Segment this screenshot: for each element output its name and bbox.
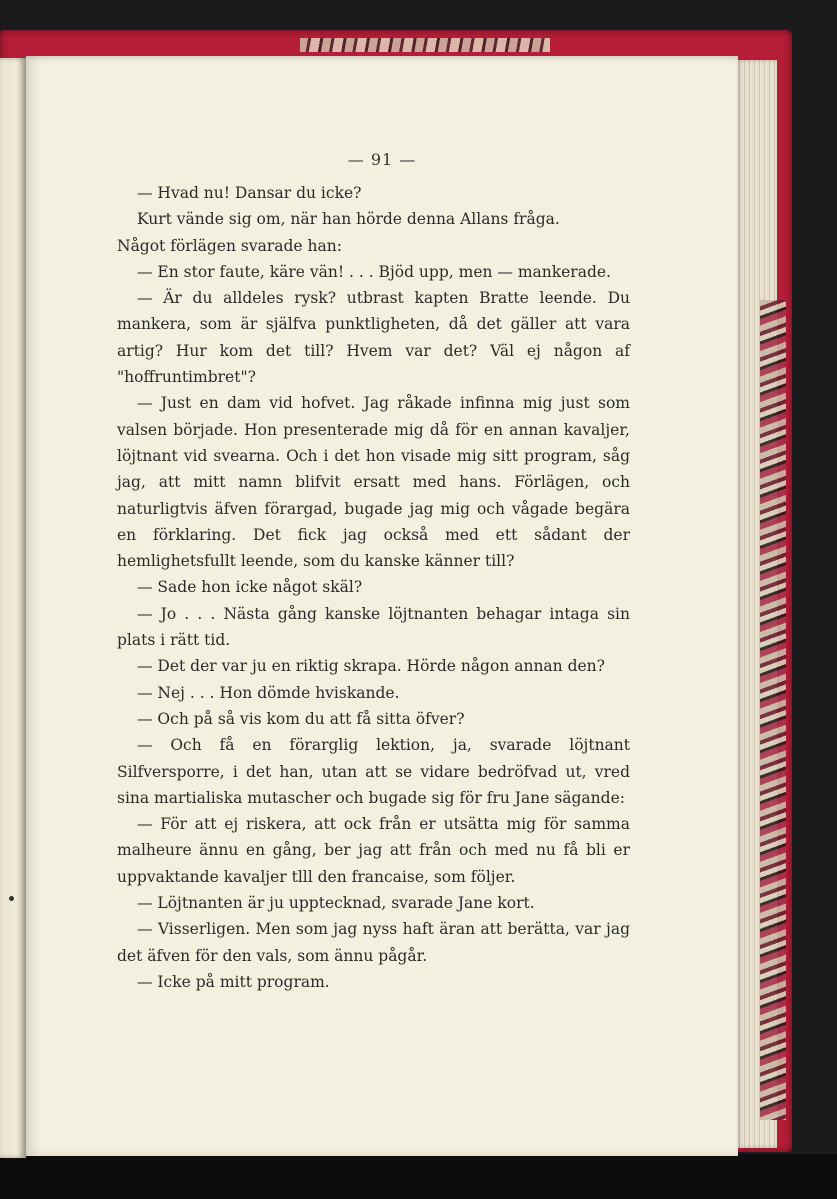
background <box>0 1154 837 1199</box>
paragraph: — Just en dam vid hofvet. Jag råkade infinna mig just som valsen började. Hon presenterade mig då för en annan kavaljer, löjtnant vid svearna. Och i det hon visade mig sitt program, såg jag, att mitt namn blifvit ersatt med hans. Förlägen, och naturligtvis äfven förargad, bugade jag mig och vågade begära en förklaring. Det fick jag också med ett sådant der hemlighetsfullt leende, som du kanske känner till? <box>117 394 630 571</box>
paragraph: — Är du alldeles rysk? utbrast kapten Bratte leende. Du mankera, som är själfva punktligheten, då det gäller att vara artig? Hur kom det till? Hvem var det? Väl ej någon af "hoffruntimbret"? <box>117 289 630 387</box>
paragraph: — Löjtnanten är ju upptecknad, svarade Jane kort. <box>137 894 535 913</box>
marbled-endpaper <box>760 300 786 1120</box>
paragraph: Kurt vände sig om, när han hörde denna Allans fråga. <box>137 210 560 229</box>
page-text <box>117 180 630 995</box>
paragraph: — För att ej riskera, att ock från er utsätta mig för samma malheure ännu en gång, ber jag att från och med nu få bli er uppvaktande kavaljer tlll den francaise, som följer. <box>117 815 630 886</box>
paragraph: — Nej . . . Hon dömde hviskande. <box>137 683 400 702</box>
paragraph: — Och på så vis kom du att få sitta öfver? <box>137 709 465 728</box>
book-page <box>26 56 738 1156</box>
page-number: — 91 — <box>347 150 417 169</box>
paragraph: — Visserligen. Men som jag nyss haft äran att berätta, var jag det äfven för den vals, som ännu pågår. <box>117 920 630 965</box>
paragraph: — Icke på mitt program. <box>137 972 330 991</box>
paragraph: Något förlägen svarade han: <box>117 236 342 255</box>
paragraph: — Jo . . . Nästa gång kanske löjtnanten behagar intaga sin plats i rätt tid. <box>117 604 630 650</box>
margin-dot <box>9 896 14 901</box>
paragraph: — Och få en förarglig lektion, ja, svarade löjtnant Silfversporre, i det han, utan att se vidare bedröfvad ut, vred sina martialiska mutascher och bugade sig för fru Jane sägande: <box>117 736 630 807</box>
marbled-edge-top <box>300 38 550 52</box>
paragraph: — Hvad nu! Dansar du icke? <box>137 184 362 202</box>
paragraph: — En stor faute, käre vän! . . . Bjöd upp, men — mankerade. <box>137 262 611 281</box>
paragraph: — Sade hon icke något skäl? <box>137 578 363 597</box>
left-page-edge <box>0 58 26 1158</box>
paragraph: — Det der var ju en riktig skrapa. Hörde någon annan den? <box>137 657 605 676</box>
